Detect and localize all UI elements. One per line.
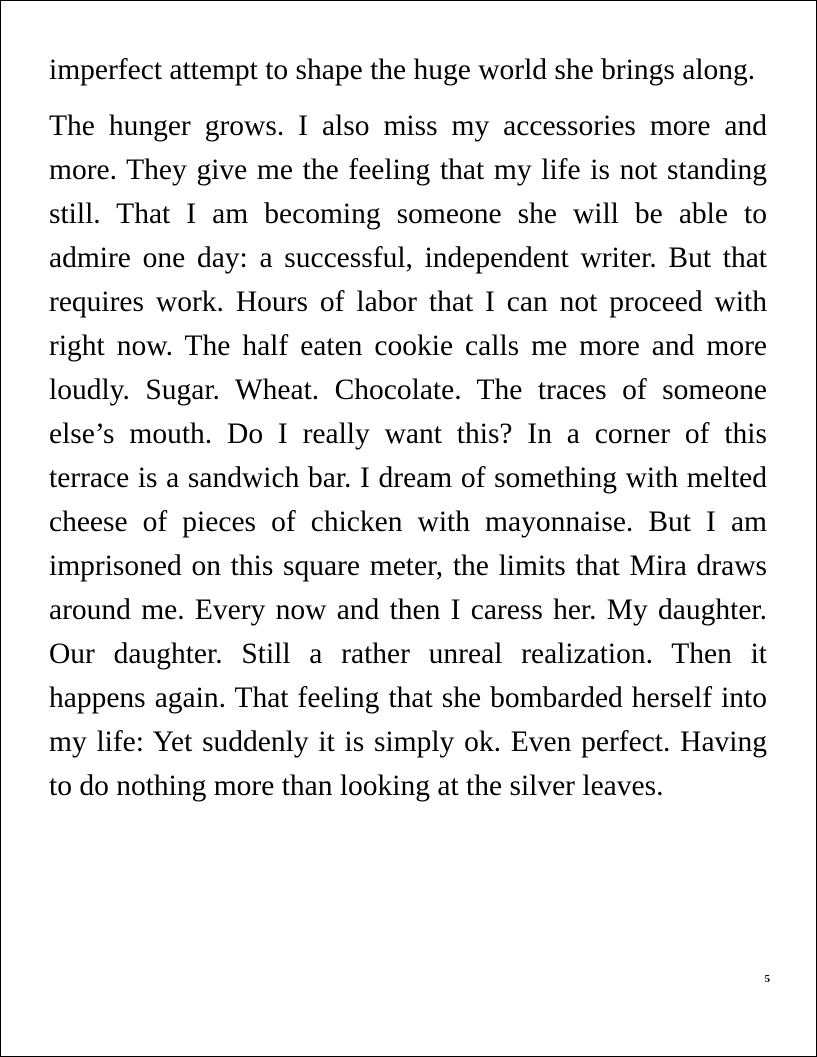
paragraph-main: The hunger grows. I also miss my accessories more and more. They give me the feeling that my life is not standing still. That I am becoming someone she will be able to admire one day: a successful, independent writer. But that requires work. Hours of labor that I can not proceed with right now. The half eaten cookie calls me more and more loudly. Sugar. Wheat. Chocolate. The traces of someone else’s mouth. Do I really want this? In a corner of this terrace is a sandwich bar. I dream of something with melted cheese of pieces of chicken with mayonnaise. But I am imprisoned on this square meter, the limits that Mira draws around me. Every now and then I caress her. My daughter. Our daughter. Still a rather unreal realization. Then it happens again. That feeling that she bombarded herself into my life: Yet suddenly it is simply ok. Even perfect. Having to do nothing more than looking at the silver leaves. xyxy=(49,110,767,802)
body-text xyxy=(49,48,767,808)
page-number: 5 xyxy=(764,973,770,985)
paragraph-continued: imperfect attempt to shape the huge world she brings along. xyxy=(49,54,756,86)
